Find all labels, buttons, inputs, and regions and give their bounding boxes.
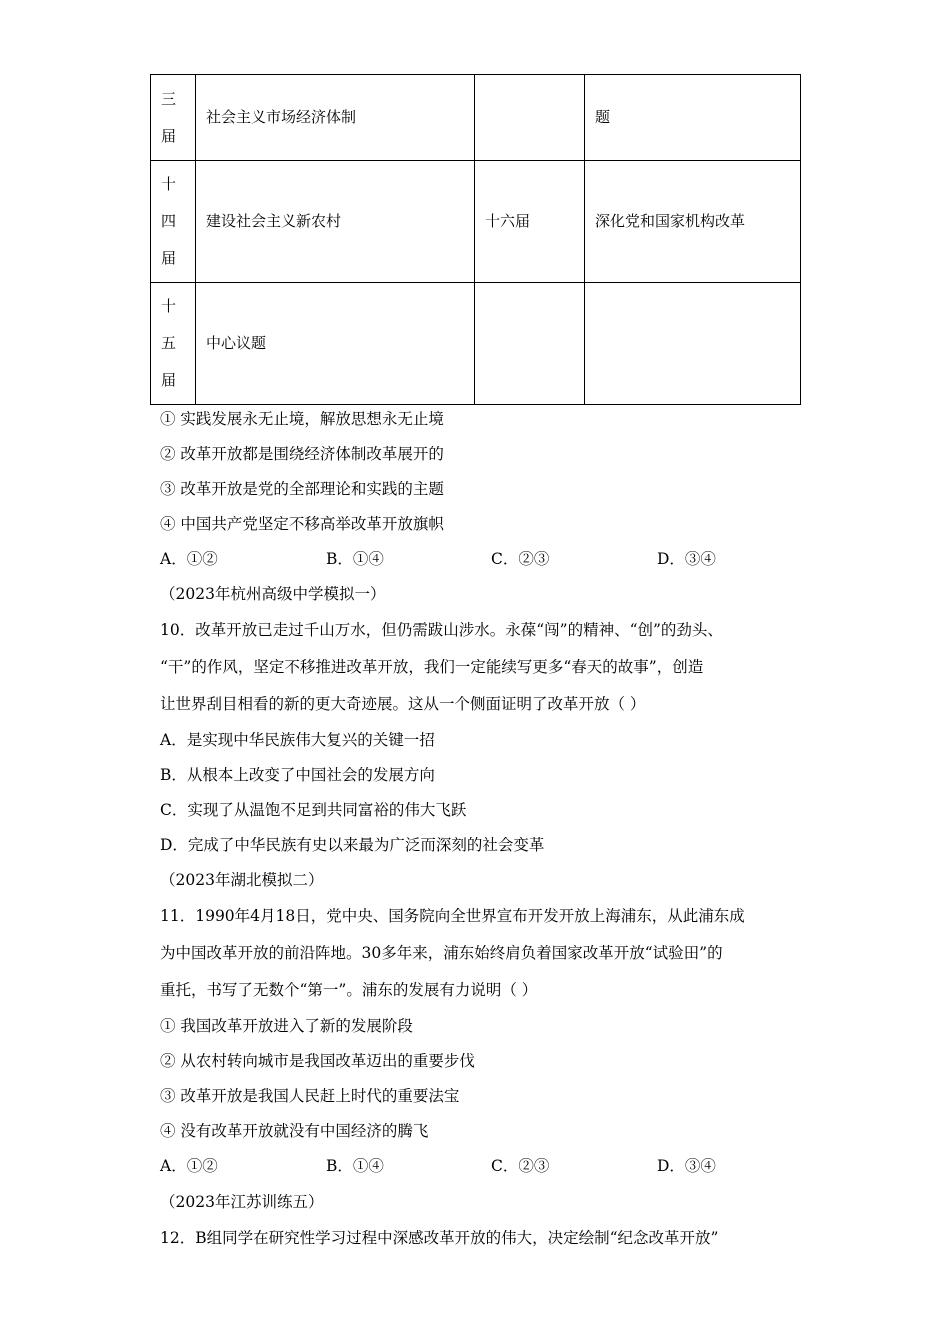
table-cell: [585, 283, 801, 405]
session-char: 三: [161, 89, 177, 108]
session-table: [150, 74, 801, 405]
statement: ③ 改革开放是党的全部理论和实践的主题: [160, 480, 444, 498]
option-a[interactable]: A．是实现中华民族伟大复兴的关键一招: [160, 731, 435, 749]
question-text: 12．B组同学在研究性学习过程中深感改革开放的伟大，决定绘制“纪念改革开放”: [160, 1229, 719, 1247]
statement: ④ 中国共产党坚定不移高举改革开放旗帜: [160, 515, 444, 533]
table-cell: [475, 283, 585, 405]
option-b[interactable]: B．从根本上改变了中国社会的发展方向: [160, 766, 435, 784]
question-source: （2023年杭州高级中学模拟一）: [160, 585, 386, 603]
table-cell: [475, 75, 585, 161]
table-cell: 社会主义市场经济体制: [196, 75, 475, 161]
session-cell: [151, 161, 196, 283]
table-cell: 题: [585, 75, 801, 161]
session-char: 届: [161, 249, 177, 267]
question-text: 让世界刮目相看的新的更大奇迹展。这从一个侧面证明了改革开放（ ）: [160, 695, 646, 713]
session-cell: [151, 283, 196, 405]
option-a[interactable]: A．①②: [160, 1157, 218, 1175]
session-char: 四: [161, 212, 177, 230]
table-row: [151, 75, 801, 161]
statement: ① 我国改革开放进入了新的发展阶段: [160, 1017, 413, 1035]
option-a[interactable]: A．①②: [160, 550, 218, 568]
session-char: 届: [161, 371, 177, 389]
statement: ① 实践发展永无止境，解放思想永无止境: [160, 410, 444, 428]
option-c[interactable]: C．实现了从温饱不足到共同富裕的伟大飞跃: [160, 801, 467, 819]
table-cell: 十六届: [475, 161, 585, 283]
session-char: 十: [161, 175, 177, 193]
statement: ② 从农村转向城市是我国改革迈出的重要步伐: [160, 1052, 475, 1070]
session-char: 届: [161, 126, 177, 145]
question-text: 重托，书写了无数个“第一”。浦东的发展有力说明（ ）: [160, 981, 538, 999]
option-d[interactable]: D．③④: [657, 1157, 716, 1175]
option-c[interactable]: C．②③: [491, 550, 550, 568]
option-c[interactable]: C．②③: [491, 1157, 550, 1175]
table-cell: 建设社会主义新农村: [196, 161, 475, 283]
session-char: 五: [161, 334, 177, 352]
session-cell: [151, 75, 196, 161]
session-char: 十: [161, 297, 177, 315]
statement: ② 改革开放都是围绕经济体制改革展开的: [160, 445, 444, 463]
statement: ④ 没有改革开放就没有中国经济的腾飞: [160, 1122, 429, 1140]
question-text: 10．改革开放已走过千山万水，但仍需跋山涉水。永葆“闯”的精神、“创”的劲头、: [160, 621, 723, 639]
question-source: （2023年江苏训练五）: [160, 1193, 324, 1211]
option-d[interactable]: D．完成了中华民族有史以来最为广泛而深刻的社会变革: [160, 836, 545, 854]
question-text: 11．1990年4月18日，党中央、国务院向全世界宣布开发开放上海浦东，从此浦东成: [160, 907, 745, 925]
question-text: 为中国改革开放的前沿阵地。30多年来，浦东始终肩负着国家改革开放“试验田”的: [160, 944, 723, 962]
table-cell: 深化党和国家机构改革: [585, 161, 801, 283]
statement: ③ 改革开放是我国人民赶上时代的重要法宝: [160, 1087, 460, 1105]
question-text: “干”的作风，坚定不移推进改革开放，我们一定能续写更多“春天的故事”，创造: [160, 658, 704, 676]
table-cell: 中心议题: [196, 283, 475, 405]
question-source: （2023年湖北模拟二）: [160, 871, 324, 889]
table-row: [151, 283, 801, 405]
option-b[interactable]: B．①④: [326, 550, 384, 568]
table-row: [151, 161, 801, 283]
option-b[interactable]: B．①④: [326, 1157, 384, 1175]
option-d[interactable]: D．③④: [657, 550, 716, 568]
